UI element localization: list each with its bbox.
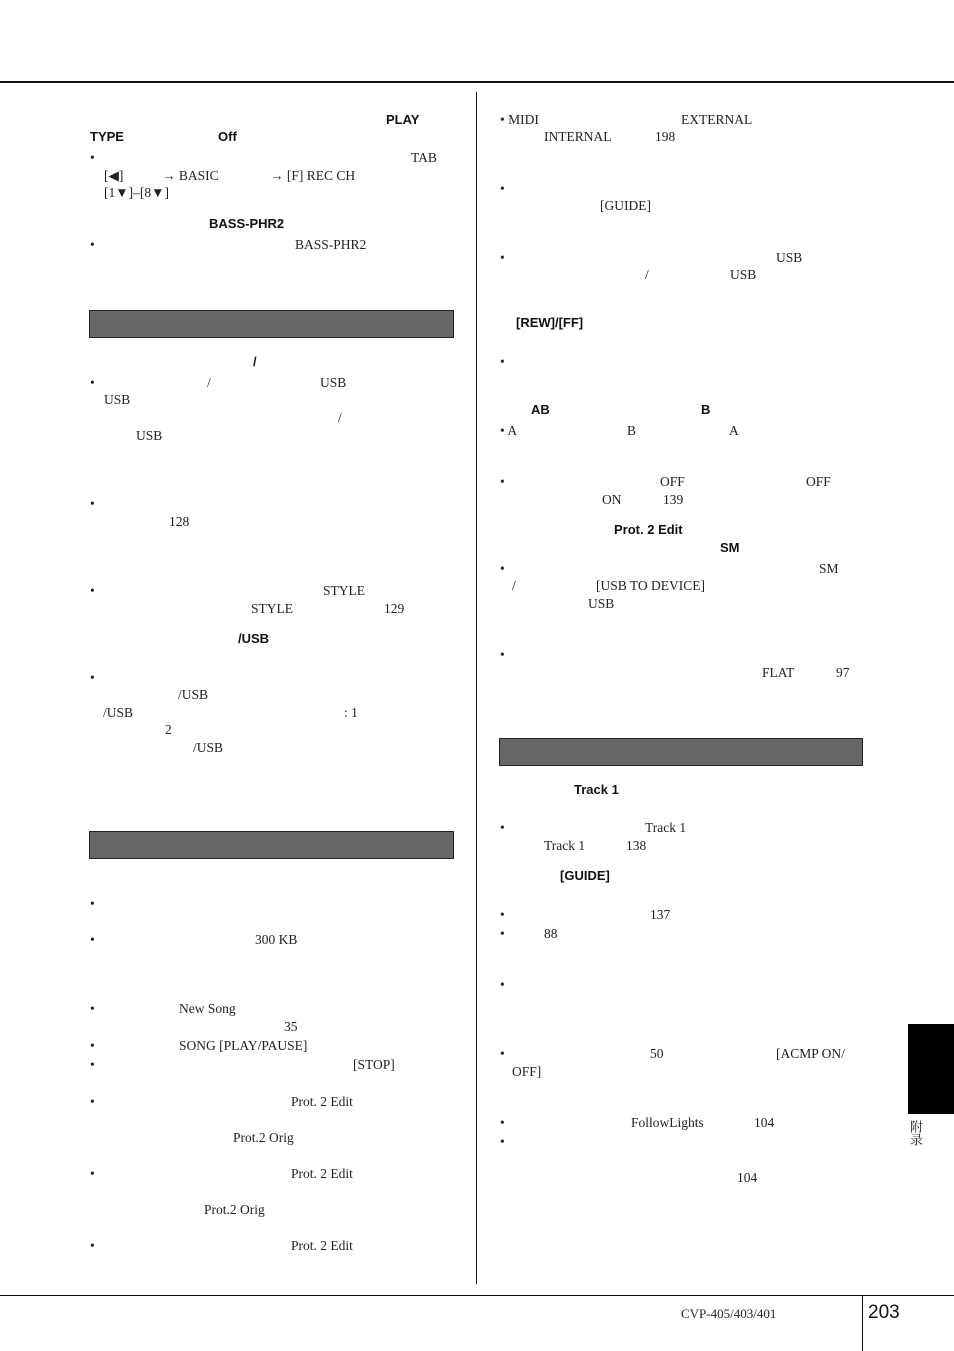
- left-text-fragment: /: [253, 354, 257, 369]
- right-text-fragment: 88: [544, 926, 558, 941]
- left-text-fragment: SONG [PLAY/PAUSE]: [179, 1038, 308, 1053]
- page-number-divider: [862, 1296, 863, 1351]
- left-text-fragment: BASS-PHR2: [209, 216, 285, 231]
- right-text-fragment: • MIDI: [500, 112, 539, 127]
- left-text-fragment: •: [90, 375, 95, 390]
- section-heading-bar: [89, 831, 454, 859]
- right-text-fragment: SM: [720, 540, 740, 555]
- left-text-fragment: Off: [218, 129, 237, 144]
- right-text-fragment: 97: [836, 665, 850, 680]
- right-text-fragment: •: [500, 926, 505, 941]
- left-text-fragment: •: [90, 150, 95, 165]
- right-text-fragment: •: [500, 820, 505, 835]
- right-text-fragment: FLAT: [762, 665, 795, 680]
- left-text-fragment: •: [90, 1038, 95, 1053]
- right-text-fragment: USB: [776, 250, 803, 265]
- right-text-fragment: •: [500, 250, 505, 265]
- left-text-fragment: → BASIC: [162, 168, 219, 183]
- right-text-fragment: /: [645, 267, 649, 282]
- right-text-fragment: FollowLights: [631, 1115, 704, 1130]
- right-text-fragment: 198: [655, 129, 676, 144]
- left-text-fragment: 300 KB: [255, 932, 298, 947]
- left-text-fragment: Prot.2 Orig: [204, 1202, 265, 1217]
- right-text-fragment: •: [500, 647, 505, 662]
- left-text-fragment: [1▼]–[8▼]: [104, 185, 169, 200]
- left-text-fragment: TYPE: [90, 129, 124, 144]
- left-text-fragment: /USB: [238, 631, 270, 646]
- left-text-fragment: •: [90, 1094, 95, 1109]
- right-text-fragment: OFF: [660, 474, 685, 489]
- left-text-fragment: Prot. 2 Edit: [291, 1238, 353, 1253]
- right-text-fragment: [USB TO DEVICE]: [596, 578, 706, 593]
- right-text-fragment: [REW]/[FF]: [516, 315, 584, 330]
- left-text-fragment: STYLE: [323, 583, 365, 598]
- left-text-fragment: New Song: [179, 1001, 236, 1016]
- left-text-fragment: •: [90, 1001, 95, 1016]
- right-text-fragment: Prot. 2 Edit: [614, 522, 683, 537]
- left-text-fragment: •: [90, 1166, 95, 1181]
- right-text-fragment: [GUIDE]: [560, 868, 610, 883]
- right-text-fragment: •: [500, 977, 505, 992]
- right-text-fragment: 50: [650, 1046, 664, 1061]
- left-text-fragment: /: [338, 410, 342, 425]
- appendix-tab: [908, 1024, 954, 1114]
- right-text-fragment: •: [500, 561, 505, 576]
- left-text-fragment: PLAY: [386, 112, 420, 127]
- left-text-fragment: Prot. 2 Edit: [291, 1166, 353, 1181]
- right-text-fragment: USB: [730, 267, 757, 282]
- left-text-fragment: USB: [320, 375, 347, 390]
- right-text-fragment: •: [500, 1046, 505, 1061]
- left-text-fragment: Prot. 2 Edit: [291, 1094, 353, 1109]
- left-text-fragment: /USB: [103, 705, 134, 720]
- right-text-fragment: [GUIDE]: [600, 198, 651, 213]
- right-text-fragment: Track 1: [544, 838, 586, 853]
- left-text-fragment: STYLE: [251, 601, 293, 616]
- right-text-fragment: 104: [737, 1170, 758, 1185]
- right-text-fragment: •: [500, 474, 505, 489]
- model-number: CVP-405/403/401: [681, 1306, 777, 1321]
- left-text-fragment: •: [90, 670, 95, 685]
- left-text-fragment: TAB: [411, 150, 437, 165]
- bottom-rule: [0, 1295, 954, 1296]
- right-text-fragment: ON: [602, 492, 622, 507]
- top-rule: [0, 81, 954, 83]
- section-heading-bar: [89, 310, 454, 338]
- left-text-fragment: /USB: [193, 740, 224, 755]
- left-text-fragment: •: [90, 583, 95, 598]
- right-text-fragment: OFF: [806, 474, 831, 489]
- left-text-fragment: BASS-PHR2: [295, 237, 367, 252]
- right-text-fragment: AB: [531, 402, 550, 417]
- right-text-fragment: EXTERNAL: [681, 112, 753, 127]
- right-text-fragment: •: [500, 181, 505, 196]
- right-text-fragment: OFF]: [512, 1064, 542, 1079]
- right-text-fragment: •: [500, 907, 505, 922]
- right-text-fragment: 138: [626, 838, 647, 853]
- left-text-fragment: /: [207, 375, 211, 390]
- right-text-fragment: B: [701, 402, 711, 417]
- right-text-fragment: 139: [663, 492, 684, 507]
- right-text-fragment: 137: [650, 907, 671, 922]
- section-heading-bar: [499, 738, 863, 766]
- right-text-fragment: •: [500, 354, 505, 369]
- right-text-fragment: • A: [500, 423, 518, 438]
- right-text-fragment: A: [729, 423, 739, 438]
- left-text-fragment: 129: [384, 601, 405, 616]
- left-text-fragment: •: [90, 1238, 95, 1253]
- left-text-fragment: [◀]: [104, 168, 124, 183]
- left-text-fragment: : 1: [344, 705, 358, 720]
- left-text-fragment: USB: [136, 428, 163, 443]
- left-text-fragment: Prot.2 Orig: [233, 1130, 294, 1145]
- left-text-fragment: [STOP]: [353, 1057, 395, 1072]
- right-text-fragment: 104: [754, 1115, 775, 1130]
- left-text-fragment: •: [90, 896, 95, 911]
- left-text-fragment: 2: [165, 722, 172, 737]
- column-divider: [476, 92, 477, 1284]
- left-text-fragment: USB: [104, 392, 131, 407]
- left-text-fragment: 128: [169, 514, 190, 529]
- page-number: 203: [868, 1302, 900, 1323]
- right-text-fragment: •: [500, 1134, 505, 1149]
- left-text-fragment: •: [90, 237, 95, 252]
- left-text-fragment: 35: [284, 1019, 298, 1034]
- right-text-fragment: /: [512, 578, 516, 593]
- right-text-fragment: •: [500, 1115, 505, 1130]
- left-text-fragment: •: [90, 496, 95, 511]
- right-text-fragment: SM: [819, 561, 839, 576]
- right-text-fragment: Track 1: [645, 820, 687, 835]
- left-text-fragment: → [F] REC CH: [270, 168, 356, 183]
- right-text-fragment: B: [627, 423, 637, 438]
- right-text-fragment: INTERNAL: [544, 129, 612, 144]
- left-text-fragment: /USB: [178, 687, 209, 702]
- left-text-fragment: •: [90, 1057, 95, 1072]
- appendix-tab-label: 附录: [908, 1120, 923, 1146]
- left-text-fragment: •: [90, 932, 95, 947]
- right-text-fragment: USB: [588, 596, 615, 611]
- right-text-fragment: [ACMP ON/: [776, 1046, 845, 1061]
- right-text-fragment: Track 1: [574, 782, 619, 797]
